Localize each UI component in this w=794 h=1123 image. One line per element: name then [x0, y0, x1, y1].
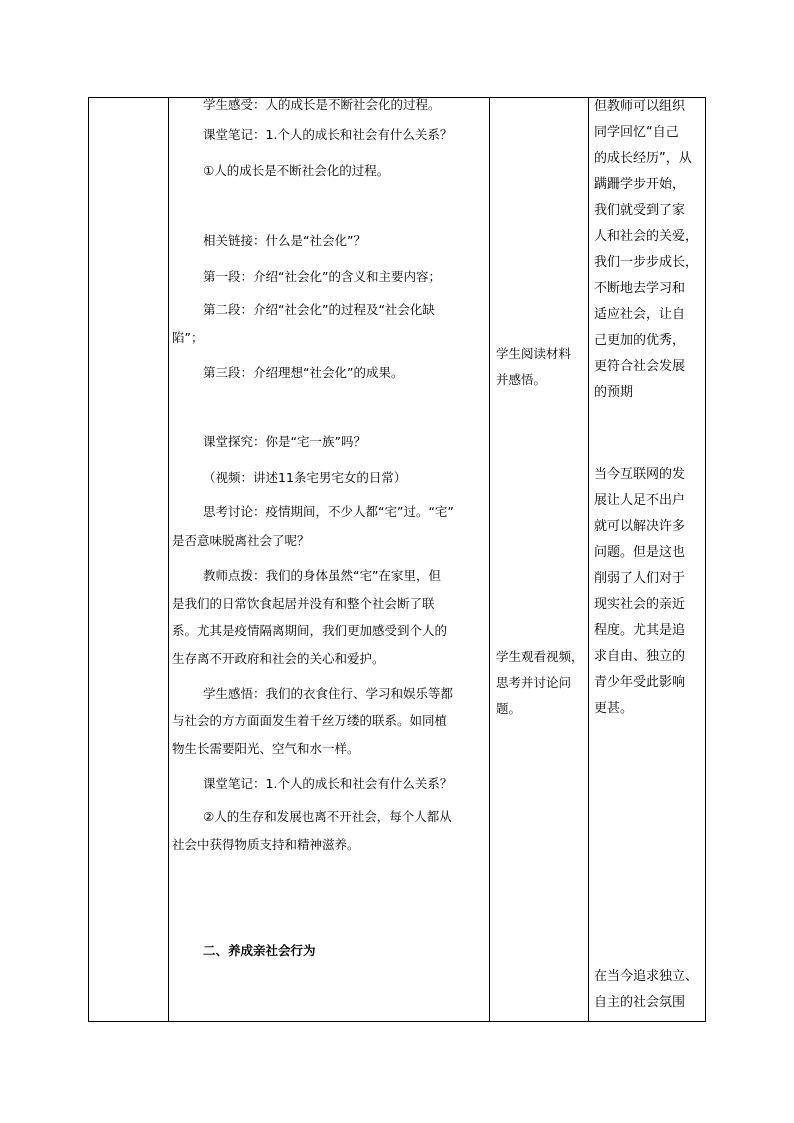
design-note-line: 当今互联网的发: [594, 467, 686, 482]
related-link: 相关链接：什么是“社会化”？: [203, 233, 366, 248]
teacher-guide-line3: 系。尤其是疫情隔离期间，我们更加感受到个人的: [172, 623, 448, 638]
student-insight-line2: 与社会的方方面面发生着千丝万缕的联系。如同植: [172, 713, 448, 728]
design-note-line: 现实社会的亲近: [594, 597, 686, 612]
class-note-1: 课堂笔记：1.个人的成长和社会有什么关系？: [203, 127, 453, 142]
student-insight-line1: 学生感悟：我们的衣食住行、学习和娱乐等都: [203, 686, 454, 701]
design-note-line: 展让人足不出户: [594, 493, 686, 508]
design-note-line: 求自由、独立的: [594, 649, 686, 664]
design-note-line: 我们就受到了家: [594, 203, 686, 218]
student-activity-1-line2: 并感悟。: [496, 372, 547, 387]
discussion-line2: 是否意味脱离社会了呢？: [172, 533, 310, 548]
column-divider-3: [588, 98, 589, 1021]
discussion-line1: 思考讨论：疫情期间，不少人都“宅”过。“宅”: [203, 504, 454, 519]
design-note-line: 同学回忆“自己: [594, 125, 679, 140]
teacher-guide-line4: 生存离不开政府和社会的关心和爱护。: [172, 651, 385, 666]
design-note-1: [594, 94, 702, 406]
design-note-line: 青少年受此影响: [594, 675, 686, 690]
design-note-line: 就可以解决许多: [594, 519, 686, 534]
note-point-2-line1: ②人的生存和发展也离不开社会，每个人都从: [203, 809, 452, 824]
student-activity-2: [496, 644, 588, 722]
design-note-line: 更符合社会发展: [594, 359, 686, 374]
note-point-2-line2: 社会中获得物质支持和精神滋养。: [172, 837, 360, 852]
design-note-line: 程度。尤其是追: [594, 623, 686, 638]
student-feeling-text: 学生感受：人的成长是不断社会化的过程。: [203, 97, 441, 112]
paragraph-three: 第三段：介绍理想“社会化”的成果。: [203, 365, 404, 380]
design-note-line: 人和社会的关爱，: [594, 229, 699, 244]
design-note-line: 蹒跚学步开始，: [594, 177, 686, 192]
paragraph-one: 第一段：介绍“社会化”的含义和主要内容；: [203, 269, 441, 284]
design-note-2: [594, 462, 702, 722]
design-note-line: 我们一步步成长，: [594, 255, 699, 270]
design-note-line: 自主的社会氛围: [594, 995, 686, 1010]
design-note-line: 更甚。: [594, 701, 634, 716]
section-heading-2: 二、养成亲社会行为: [203, 943, 316, 958]
design-note-line: 己更加的优秀，: [594, 333, 686, 348]
design-note-line: 不断地去学习和: [594, 281, 686, 296]
teacher-guide-line1: 教师点拨：我们的身体虽然“宅”在家里，但: [203, 568, 441, 583]
class-note-2: 课堂笔记：1.个人的成长和社会有什么关系？: [203, 776, 453, 791]
column-divider-1: [168, 98, 169, 1021]
design-note-line: 问题。但是这也: [594, 545, 686, 560]
teacher-guide-line2: 是我们的日常饮食起居并没有和整个社会断了联: [172, 596, 435, 611]
design-note-line: 适应社会，让自: [594, 307, 686, 322]
design-note-line: 的成长经历”，从: [594, 151, 692, 166]
student-insight-line3: 物生长需要阳光、空气和水一样。: [172, 741, 360, 756]
class-exploration: 课堂探究：你是“宅一族”吗？: [203, 434, 366, 449]
student-activity-2-line1: 学生观看视频，: [496, 649, 584, 664]
video-note: （视频：讲述11条宅男宅女的日常）: [203, 470, 407, 485]
note-point-1: ①人的成长是不断社会化的过程。: [203, 163, 390, 178]
design-note-line: 削弱了人们对于: [594, 571, 686, 586]
student-activity-2-line3: 题。: [496, 701, 522, 716]
design-note-line: 但教师可以组织: [594, 99, 686, 114]
design-note-line: 的预期: [594, 385, 634, 400]
design-note-line: 在当今追求独立、: [594, 969, 699, 984]
student-activity-2-line2: 思考并讨论问: [496, 675, 572, 690]
design-note-3: [594, 964, 702, 1016]
student-activity-1-line1: 学生阅读材料: [496, 346, 572, 361]
paragraph-two-line1: 第二段：介绍“社会化”的过程及“社会化缺: [203, 302, 435, 317]
student-activity-1: [496, 341, 588, 393]
paragraph-two-line2: 陷”；: [172, 330, 204, 345]
